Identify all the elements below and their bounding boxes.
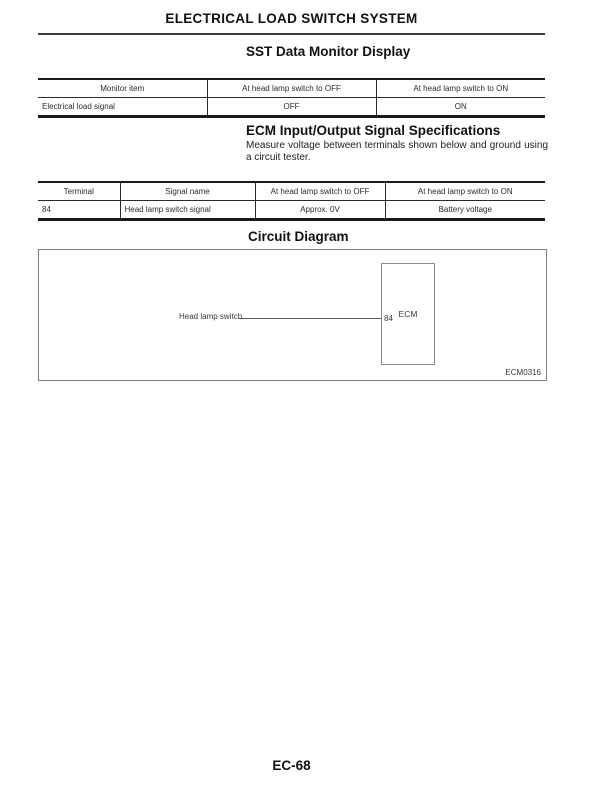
signal-value-off-cell: Approx. 0V (255, 201, 385, 220)
page-title: ELECTRICAL LOAD SWITCH SYSTEM (165, 11, 418, 26)
monitor-item-cell: Electrical load signal (38, 98, 207, 117)
signal-value-on-cell: Battery voltage (438, 205, 492, 214)
terminal-84-label: 84 (384, 314, 393, 323)
circuit-diagram-figure (38, 249, 547, 381)
head-lamp-switch-label: Head lamp switch (179, 312, 243, 321)
monitor-table-row (38, 98, 545, 117)
signal-spec-table (38, 181, 545, 221)
page-number: EC-68 (272, 758, 311, 773)
circuit-wire-line (239, 318, 381, 319)
signal-table-header-cell: Terminal (38, 182, 120, 201)
ecm-component-box (381, 263, 435, 365)
monitor-table-header-row (38, 79, 545, 98)
monitor-table (38, 78, 545, 118)
ecm-instruction-text: Measure voltage between terminals shown below and ground using a circuit tester. (246, 140, 548, 163)
terminal-number-cell: 84 (38, 201, 120, 220)
signal-table-header-cell: At head lamp switch to ON (385, 182, 545, 201)
signal-table-row (38, 201, 545, 220)
monitor-value-off-cell: OFF (207, 98, 376, 117)
monitor-table-header-cell: At head lamp switch to ON (376, 79, 545, 98)
monitor-value-on-cell: ON (454, 102, 467, 111)
section-heading-circuit-diagram: Circuit Diagram (248, 229, 349, 244)
title-divider (38, 33, 545, 35)
section-heading-ecm-signal-specs: ECM Input/Output Signal Specifications (246, 123, 501, 138)
signal-name-cell: Head lamp switch signal (120, 201, 255, 220)
section-heading-sst-data-monitor: SST Data Monitor Display (246, 44, 411, 59)
monitor-table-header-cell: Monitor item (38, 79, 207, 98)
signal-table-header-cell: Signal name (120, 182, 255, 201)
signal-table-header-row (38, 182, 545, 201)
monitor-table-header-cell: At head lamp switch to OFF (207, 79, 376, 98)
signal-table-header-cell: At head lamp switch to OFF (255, 182, 385, 201)
figure-code-label: ECM0316 (505, 368, 541, 377)
ecm-component-label: ECM (398, 309, 418, 319)
